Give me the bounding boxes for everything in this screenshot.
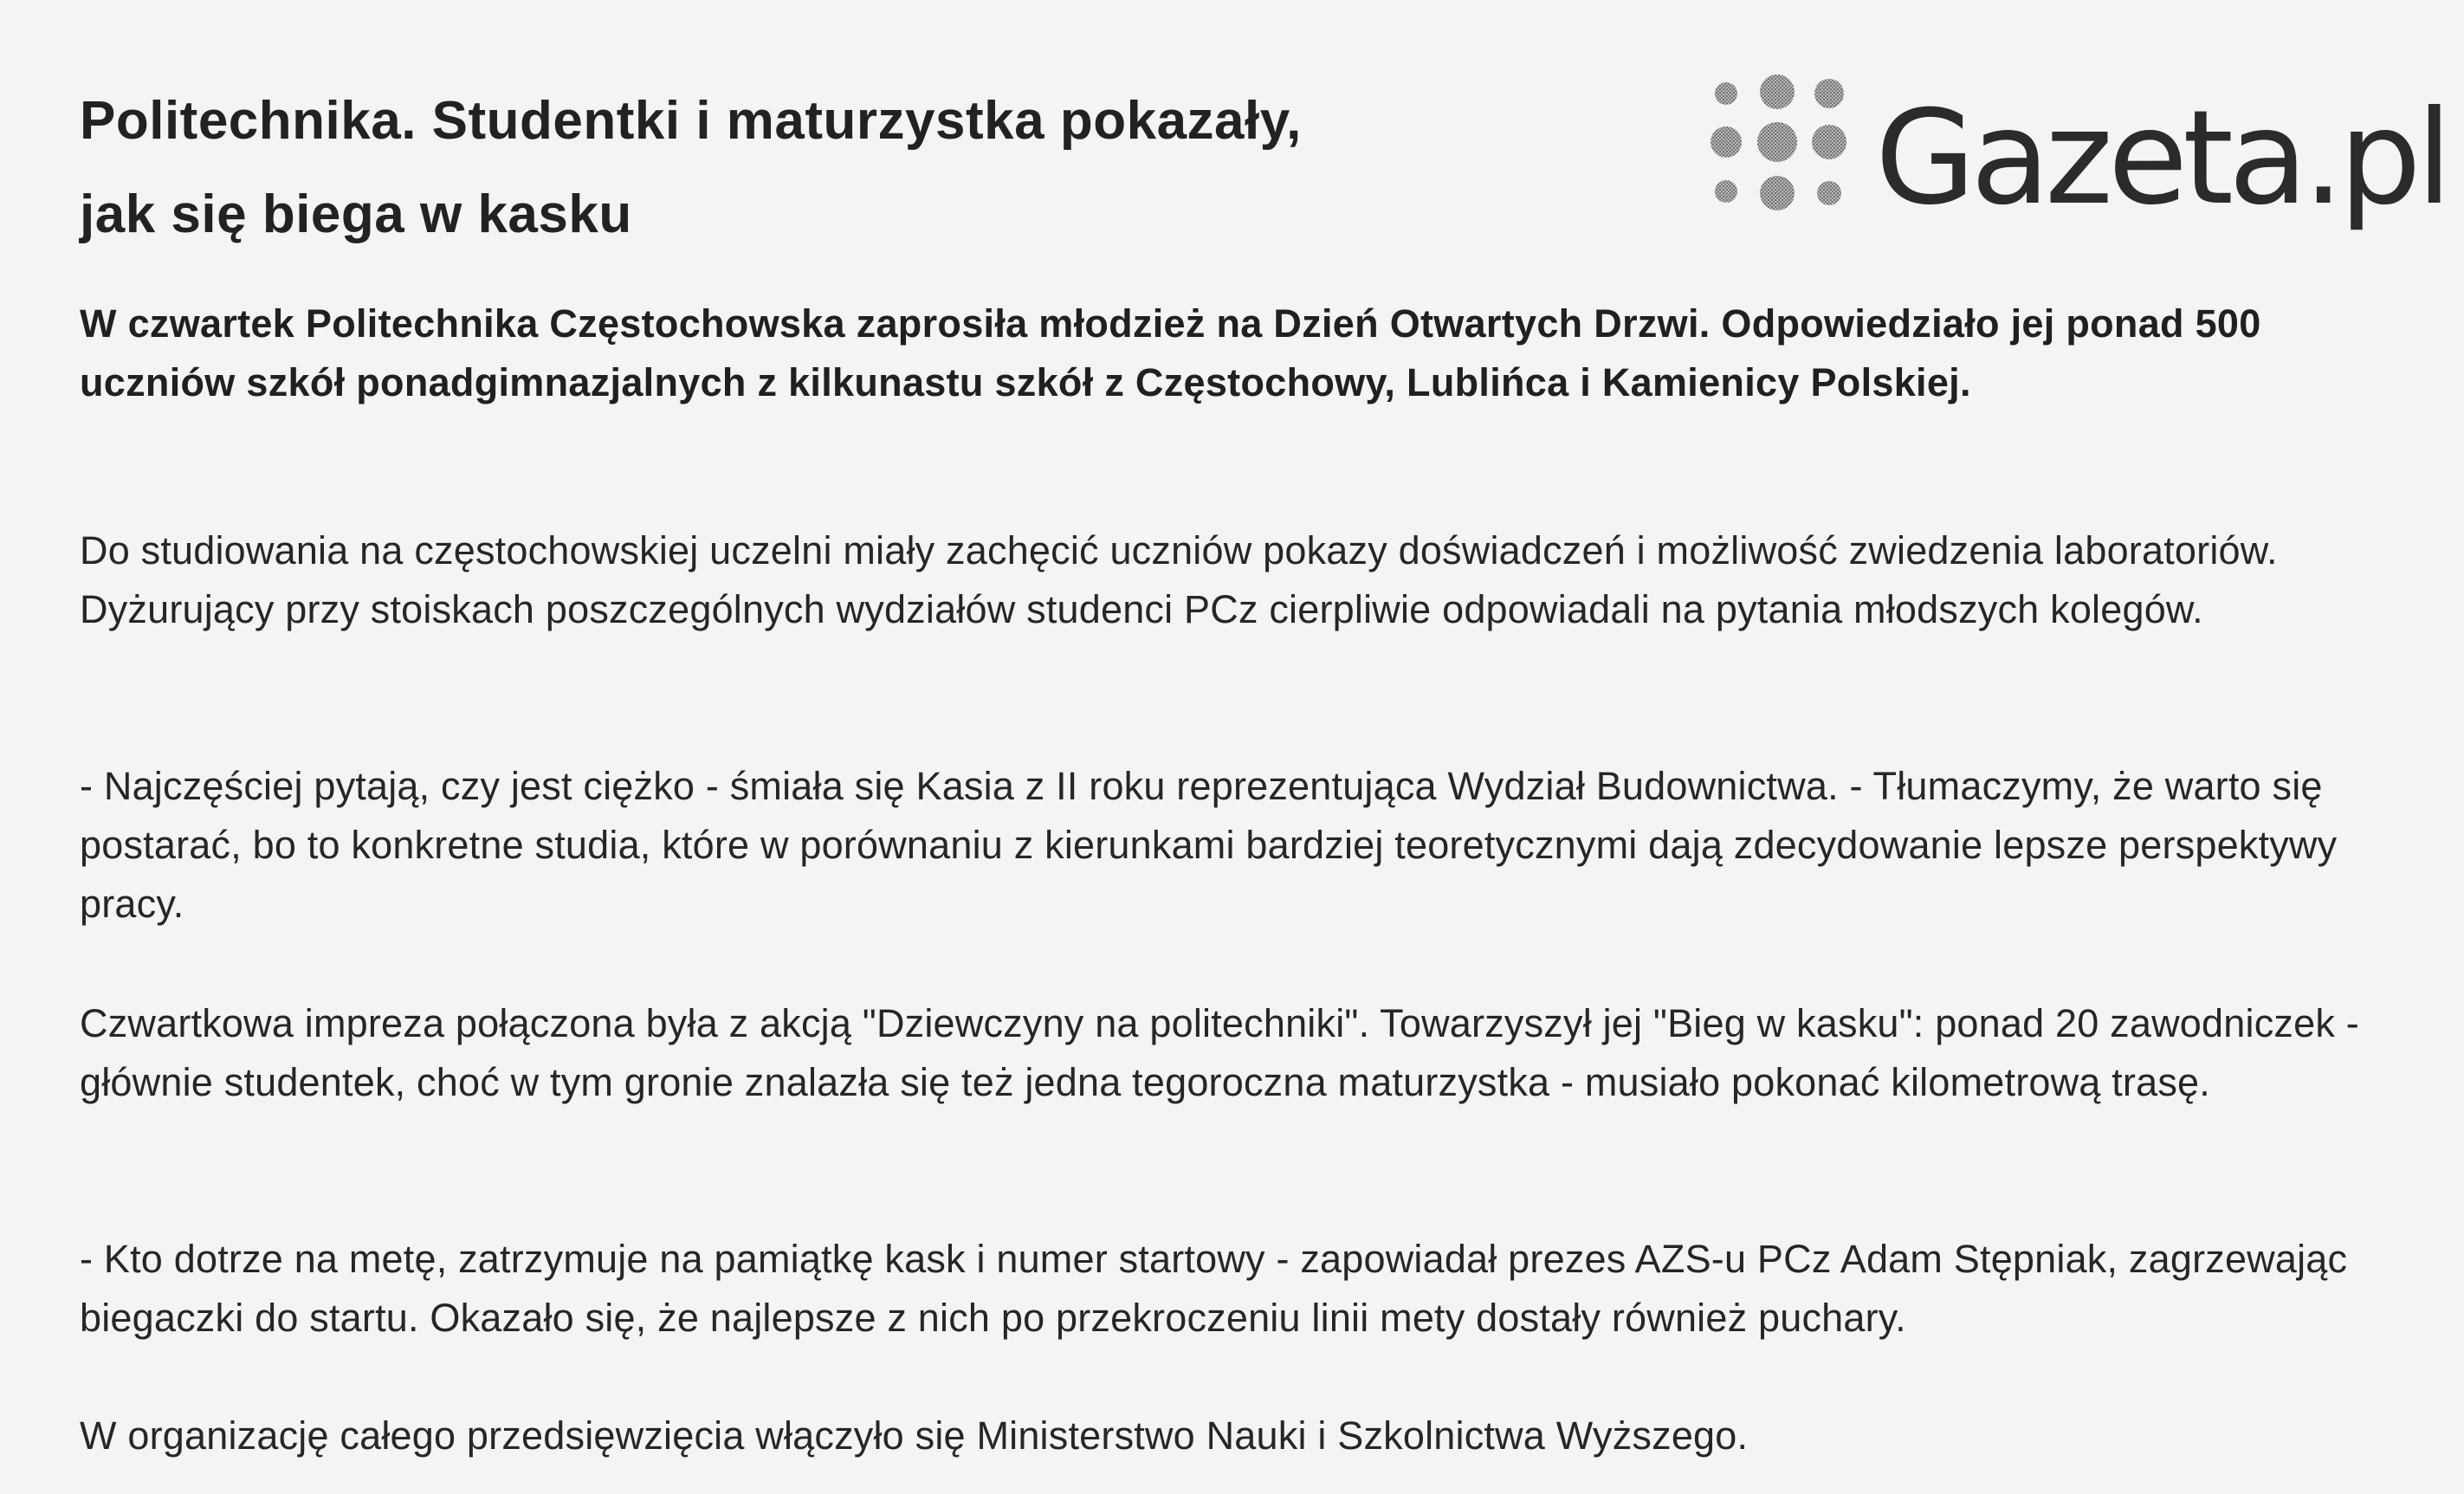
article-paragraph: - Kto dotrze na metę, zatrzymuje na pamiątkę kask i numer startowy - zapowiadał prezes AZS-u PCz Adam Stępniak, zagrzewając biegaczki do startu. Okazało się, że najlepsze z nich po przekroczeniu linii mety dostały również puchary.: [80, 1237, 2348, 1340]
gazeta-logo: [1702, 68, 2448, 234]
article-headline: Politechnika. Studentki i maturzystka pokazały, jak się biega w kasku: [80, 91, 1302, 244]
article-paragraph: Do studiowania na częstochowskiej uczelni miały zachęcić uczniów pokazy doświadczeń i możliwość zwiedzenia laboratoriów. Dyżurujący przy stoiskach poszczególnych wydziałów studenci PCz cierpliwie odpowiadali na pytania młodszych kolegów.: [80, 528, 2278, 631]
article-paragraph: - Najczęściej pytają, czy jest ciężko - śmiała się Kasia z II roku reprezentująca Wydział Budownictwa. - Tłumaczymy, że warto się postarać, bo to konkretne studia, które w porównaniu z kierunkami bardziej teoretycznymi dają zdecydowanie lepsze perspektywy pracy.: [80, 764, 2338, 926]
dot-grid-icon: [1702, 68, 1866, 223]
article-paragraph: Czwartkowa impreza połączona była z akcją "Dziewczyny na politechniki". Towarzyszył jej "Bieg w kasku": ponad 20 zawodniczek - głównie studentek, choć w tym gronie znalazła się też jedna tegoroczna maturzystka - musiało pokonać kilometrową trasę.: [80, 1001, 2359, 1104]
article-lead: W czwartek Politechnika Częstochowska zaprosiła młodzież na Dzień Otwartych Drzwi. Odpowiedziało jej ponad 500 uczniów szkół ponadgimnazjalnych z kilkunastu szkół z Częstochowy, Lublińca i Kamienicy Polskiej.: [80, 301, 2261, 404]
logo-wordmark: Gazeta.pl: [1875, 83, 2448, 234]
article-paragraph: W organizację całego przedsięwzięcia włączyło się Ministerstwo Nauki i Szkolnictwa Wyższego.: [80, 1413, 1749, 1458]
